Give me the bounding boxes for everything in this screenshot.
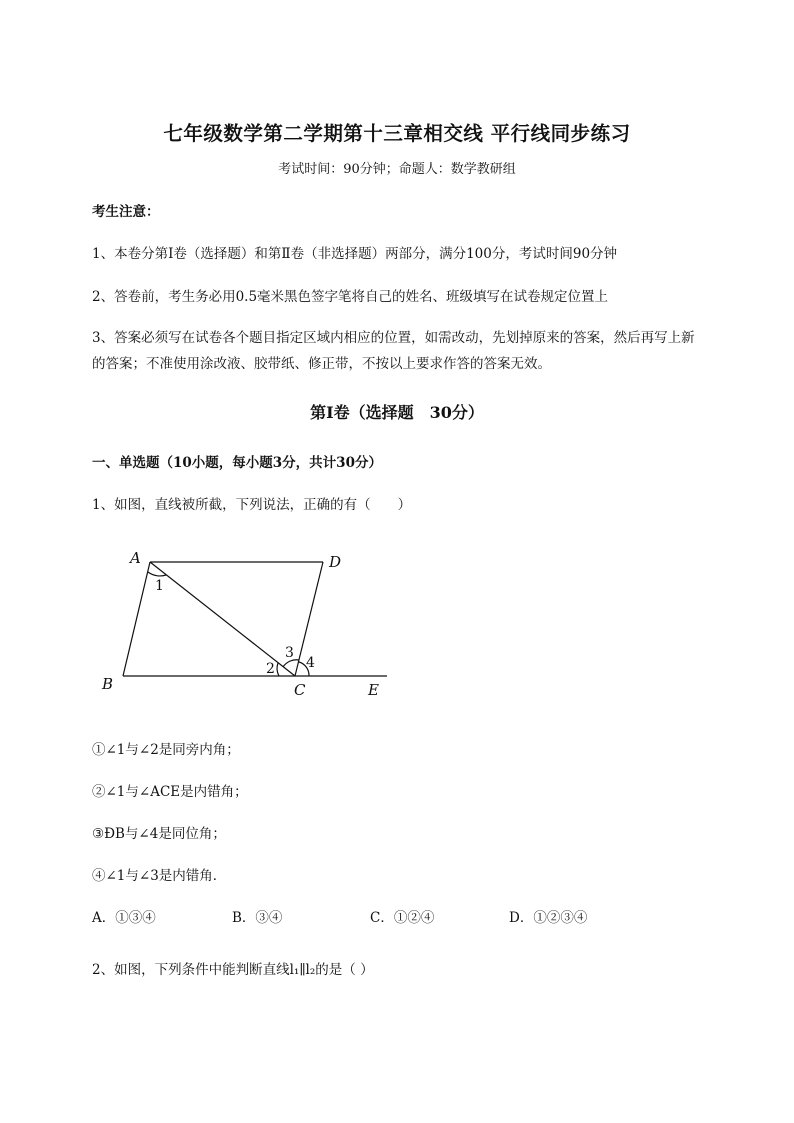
- point-label-e: E: [368, 681, 379, 699]
- notice-heading: 考生注意：: [92, 204, 160, 220]
- exam-info: 考试时间：90分钟；命题人：数学教研组: [278, 162, 516, 177]
- notice-item: 1、本卷分第I卷（选择题）和第Ⅱ卷（非选择题）两部分，满分100分，考试时间90分钟: [92, 246, 618, 262]
- option-b[interactable]: B．③④: [232, 910, 283, 926]
- angle-label-2: 2: [266, 661, 275, 677]
- statement-1: ①∠1与∠2是同旁内角；: [92, 742, 240, 758]
- angle-label-4: 4: [306, 655, 315, 671]
- statement-3: ③ÐB与∠4是同位角；: [92, 826, 226, 842]
- angle-label-3: 3: [285, 645, 294, 661]
- option-c[interactable]: C．①②④: [370, 910, 435, 926]
- point-label-a: A: [130, 549, 141, 567]
- statement-4: ④∠1与∠3是内错角．: [92, 868, 227, 884]
- option-a[interactable]: A．①③④: [92, 910, 156, 926]
- segment-ac: [150, 562, 295, 676]
- geometry-figure: [90, 545, 410, 705]
- question-2-stem: 2、如图，下列条件中能判断直线l₁∥l₂的是（ ）: [92, 962, 374, 978]
- segment-ab: [123, 562, 150, 676]
- question-1-stem: 1、如图，直线被所截，下列说法，正确的有（ ）: [92, 497, 412, 513]
- angle-2-arc: [277, 663, 279, 676]
- point-label-d: D: [329, 553, 342, 571]
- section-title: 第I卷（选择题 30分）: [310, 403, 484, 422]
- point-label-b: B: [102, 675, 114, 693]
- point-label-c: C: [294, 681, 306, 699]
- notice-item: 2、答卷前，考生务必用0.5毫米黑色签字笔将自己的姓名、班级填写在试卷规定位置上: [92, 289, 609, 305]
- notice-item: 3、答案必须写在试卷各个题目指定区域内相应的位置，如需改动，先划掉原来的答案，然后再写上新: [92, 330, 695, 346]
- angle-label-1: 1: [155, 578, 164, 594]
- page-title: 七年级数学第二学期第十三章相交线 平行线同步练习: [163, 122, 631, 145]
- statement-2: ②∠1与∠ACE是内错角；: [92, 784, 248, 800]
- notice-item: 的答案；不准使用涂改液、胶带纸、修正带，不按以上要求作答的答案无效。: [92, 356, 551, 372]
- option-d[interactable]: D．①②③④: [509, 910, 588, 926]
- part-heading: 一、单选题（10小题，每小题3分，共计30分）: [92, 455, 382, 471]
